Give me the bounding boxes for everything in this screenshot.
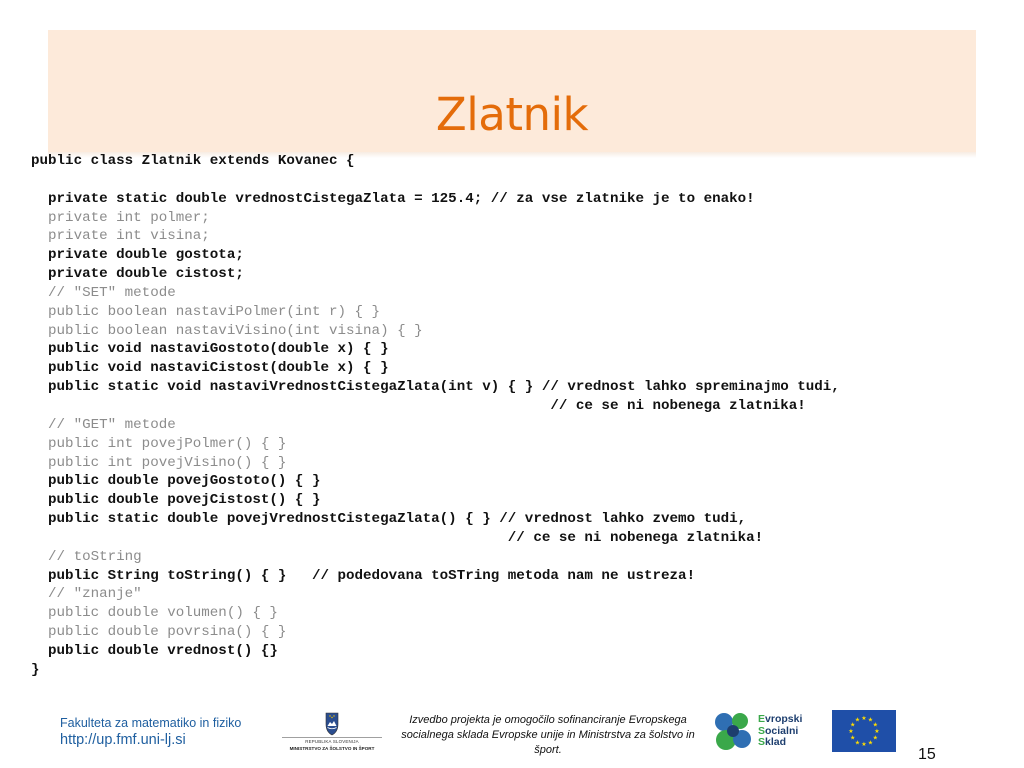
footer-left	[60, 716, 241, 748]
eu-star-icon: ★	[848, 729, 854, 735]
code-line: public double povejGostoto() { }	[31, 473, 321, 490]
slide-title: Zlatnik	[435, 88, 589, 141]
eu-flag-icon	[832, 710, 896, 752]
code-line: // "GET" metode	[31, 416, 176, 433]
slovenia-coat-of-arms-icon	[280, 710, 384, 740]
eu-star-icon: ★	[850, 722, 856, 729]
eu-star-icon: ★	[854, 740, 861, 747]
code-line: private double gostota;	[31, 247, 244, 264]
eu-star-icon: ★	[872, 722, 878, 729]
code-line: public String toString() { } // podedovana toSTring metoda nam ne ustreza!	[31, 567, 696, 584]
eu-star-icon: ★	[867, 717, 874, 724]
code-line: private double cistost;	[31, 266, 244, 283]
ministry-logo	[280, 710, 384, 756]
code-line: private static double vrednostCistegaZlata = 125.4; // za vse zlatnike je to enako!	[31, 190, 755, 207]
code-line: // ce se ni nobenega zlatnika!	[31, 397, 806, 414]
code-line: public double povrsina() { }	[31, 624, 287, 641]
code-line: public void nastaviCistost(double x) { }	[31, 360, 389, 377]
page-number: 15	[918, 746, 936, 763]
code-line: public double volumen() { }	[31, 605, 278, 622]
code-line: // "znanje"	[31, 586, 142, 603]
eu-star-icon: ★	[854, 717, 861, 724]
esf-emblem-icon	[712, 710, 756, 754]
code-line	[31, 171, 840, 190]
esf-word-2: ocialni	[765, 724, 799, 737]
code-line: // toString	[31, 548, 142, 565]
code-line: // ce se ni nobenega zlatnika!	[31, 529, 764, 546]
esf-word-1: vropski	[765, 713, 803, 725]
code-line: public boolean nastaviPolmer(int r) { }	[31, 303, 381, 320]
code-line: public boolean nastaviVisino(int visina) { }	[31, 322, 423, 339]
faculty-name: Fakulteta za matematiko in fiziko	[60, 716, 242, 730]
code-line: public double vrednost() {}	[31, 642, 278, 659]
esf-logo	[712, 710, 812, 754]
code-line: public static void nastaviVrednostCistegaZlata(int v) { } // vrednost lahko spreminajmo tudi,	[31, 379, 840, 396]
code-line: public int povejVisino() { }	[31, 454, 287, 471]
code-line: public int povejPolmer() { }	[31, 435, 287, 452]
code-line: private int visina;	[31, 228, 210, 245]
ministry-line1: REPUBLIKA SLOVENIJA	[305, 739, 359, 744]
eu-star-icon: ★	[874, 729, 880, 735]
code-line: // "SET" metode	[31, 284, 176, 301]
code-line: }	[31, 661, 40, 678]
code-block	[31, 152, 840, 680]
funding-note: Izvedbo projekta je omogočilo sofinanciranje Evropskega socialnega sklada Evropske unije in Ministrstva za šolstvo in šport.	[401, 714, 695, 756]
faculty-url-link[interactable]: http://up.fmf.uni-lj.si	[60, 732, 186, 748]
esf-name: Evropski Socialni Sklad	[758, 713, 803, 748]
eu-star-icon: ★	[867, 740, 874, 747]
esf-word-3: klad	[765, 736, 787, 748]
code-line: private int polmer;	[31, 209, 210, 226]
code-line: public void nastaviGostoto(double x) { }	[31, 341, 389, 358]
code-line: public double povejCistost() { }	[31, 492, 321, 509]
eu-star-icon: ★	[850, 735, 856, 742]
ministry-line2: MINISTRSTVO ZA ŠOLSTVO IN ŠPORT	[289, 746, 375, 751]
code-line: public static double povejVrednostCistegaZlata() { } // vrednost lahko zvemo tudi,	[31, 511, 747, 528]
eu-star-icon: ★	[872, 735, 878, 742]
eu-star-icon: ★	[861, 742, 867, 748]
code-line: public class Zlatnik extends Kovanec {	[31, 153, 355, 169]
eu-star-icon: ★	[861, 716, 867, 722]
